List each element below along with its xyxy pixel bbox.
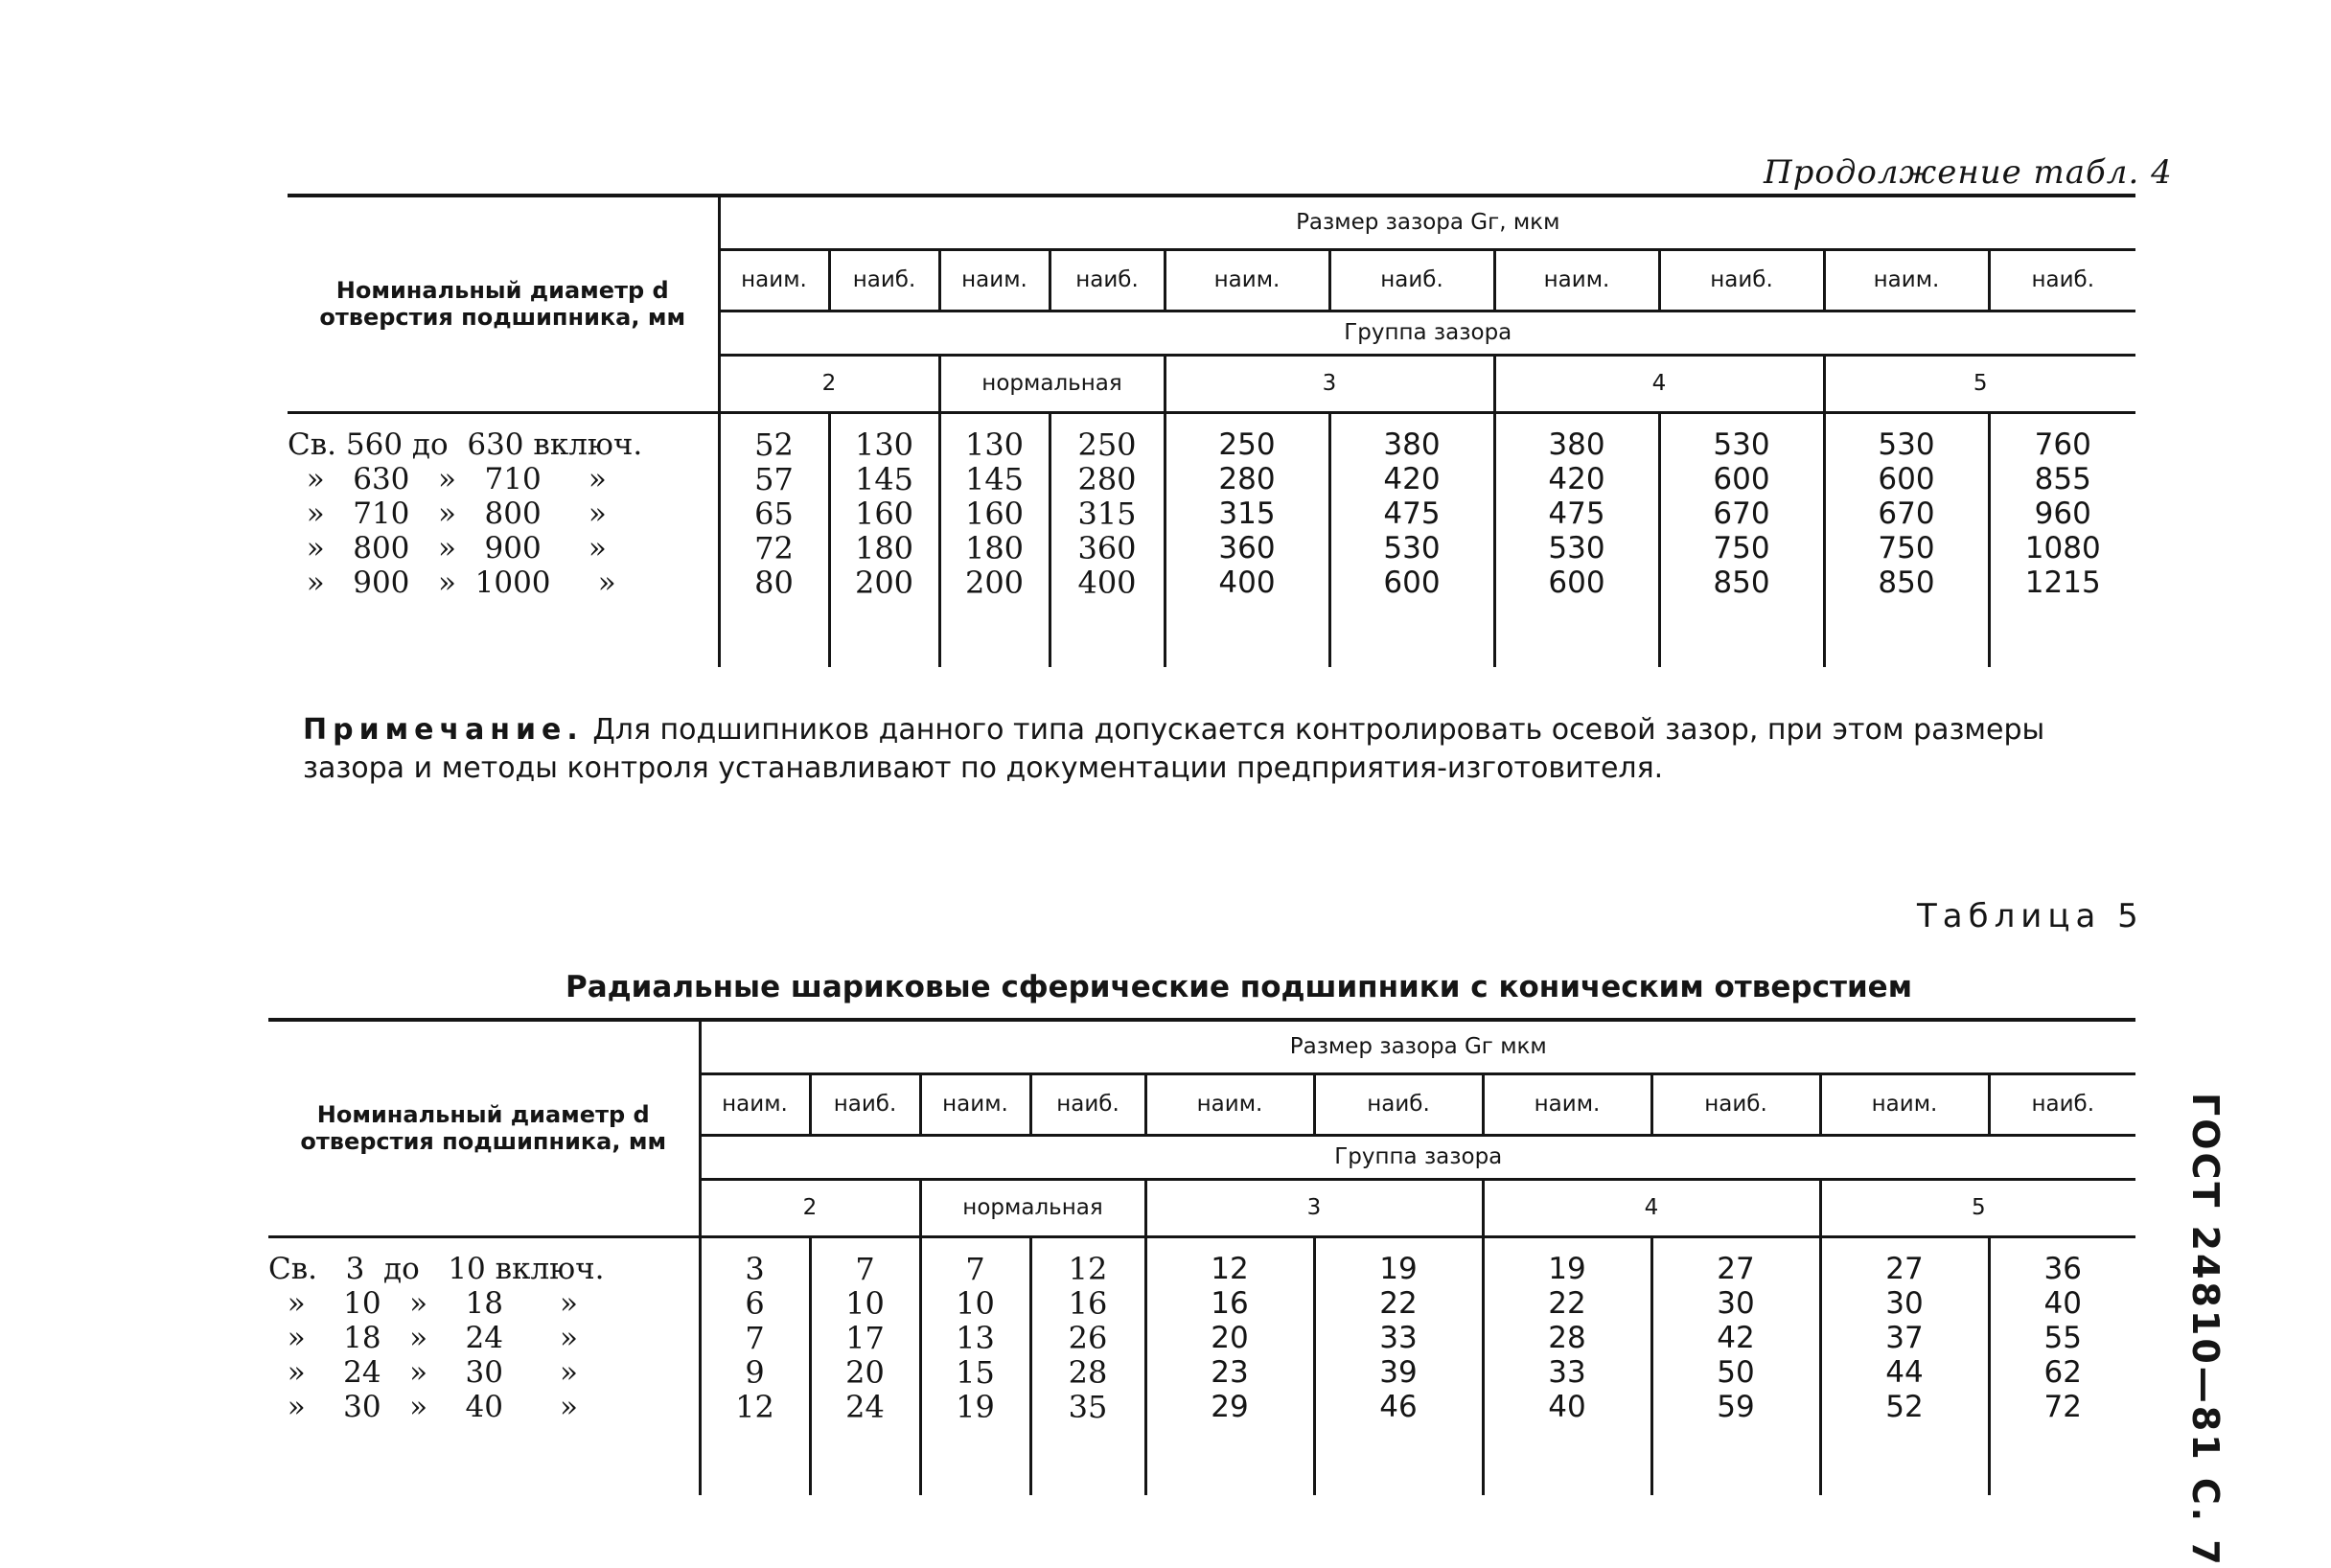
cell-value: 380 [1548,427,1605,462]
header-min: наим. [1145,1073,1314,1135]
cell-value: 20 [845,1353,885,1391]
cell-value: 160 [854,495,914,532]
cell-value: 960 [2034,496,2091,531]
cell-value: 65 [754,495,794,532]
column-header-diameter: Номинальный диаметр d отверстия подшипника, мм [288,196,719,412]
cell-value: 27 [1885,1251,1924,1286]
cell-value: 26 [1068,1319,1108,1356]
cell-value: 130 [854,426,914,463]
cell-value: 280 [1218,461,1276,496]
cell-value: 40 [2043,1285,2082,1321]
cell-value: 250 [1077,426,1137,463]
cell-value: 1080 [2024,530,2101,565]
cell-value: 44 [1885,1354,1924,1390]
cell-value: 850 [1878,565,1935,600]
cell-value: 10 [845,1284,885,1322]
note-lead: Примечание. [303,713,584,747]
cell-value: 62 [2043,1354,2082,1390]
cell-value: 280 [1077,460,1137,497]
cell-value: 24 [845,1388,885,1425]
cell-value: 6 [745,1284,765,1322]
col-2-max [829,412,939,667]
header-max: наиб. [829,249,939,311]
col-3-max [1314,1236,1483,1495]
header-min: наим. [1820,1073,1989,1135]
group-3: 3 [1165,355,1494,412]
group-2: 2 [700,1179,920,1236]
col-normal-max [1030,1236,1145,1495]
cell-value: 600 [1548,565,1605,600]
cell-value: 23 [1211,1354,1249,1390]
cell-value: 28 [1068,1353,1108,1391]
col-5-min [1820,1236,1989,1495]
cell-value: 750 [1713,530,1770,565]
header-min: наим. [1824,249,1989,311]
col-normal-min [920,1236,1030,1495]
cell-value: 7 [745,1319,765,1356]
cell-value: 19 [1379,1251,1418,1286]
col-4-min [1494,412,1659,667]
cell-value: 59 [1717,1389,1755,1424]
cell-value: 750 [1878,530,1935,565]
cell-value: 7 [855,1250,875,1287]
cell-value: 600 [1713,461,1770,496]
cell-value: 530 [1878,427,1935,462]
cell-value: 7 [965,1250,985,1287]
header-max: наиб. [1314,1073,1483,1135]
cell-value: 250 [1218,427,1276,462]
continuation-title: Продолжение табл. 4 [1764,153,2173,192]
cell-value: 42 [1717,1320,1755,1355]
cell-value: 600 [1383,565,1441,600]
diameter-ranges [268,1236,700,1495]
range-row: » 10 » 18 » [268,1285,579,1321]
gap-group-header: Группа зазора [1344,320,1512,345]
col-2-min [700,1236,810,1495]
header-max: наиб. [1329,249,1494,311]
cell-value: 180 [854,529,914,566]
cell-value: 145 [854,460,914,497]
gap-size-header: Размеp зазора Gг, мкм [719,196,2135,249]
header-min: наим. [719,249,829,311]
range-row: » 710 » 800 » [288,496,607,531]
cell-value: 36 [2043,1251,2082,1286]
range-row: » 630 » 710 » [288,461,607,496]
cell-value: 3 [745,1250,765,1287]
header-min: наим. [920,1073,1030,1135]
header-max: наиб. [810,1073,920,1135]
header-max: наиб. [1050,249,1165,311]
group-5: 5 [1973,371,1988,396]
col-5-max [1989,1236,2135,1495]
cell-value: 39 [1379,1354,1418,1390]
cell-value: 22 [1548,1285,1586,1321]
cell-value: 130 [964,426,1025,463]
gost-page-label: ГОСТ 24810—81 С. 7 [2184,1093,2227,1568]
cell-value: 850 [1713,565,1770,600]
cell-value: 52 [754,426,794,463]
range-row: » 24 » 30 » [268,1354,579,1390]
group-4: 4 [1483,1179,1820,1236]
cell-value: 22 [1379,1285,1418,1321]
cell-value: 50 [1717,1354,1755,1390]
header-max: наиб. [1030,1073,1145,1135]
range-row: » 900 » 1000 » [288,565,616,600]
cell-value: 57 [754,460,794,497]
cell-value: 420 [1548,461,1605,496]
cell-value: 760 [2034,427,2091,462]
header-min: наим. [1483,1073,1651,1135]
col-3-min [1145,1236,1314,1495]
cell-value: 37 [1885,1320,1924,1355]
cell-value: 670 [1713,496,1770,531]
table-5 [268,1018,2135,1495]
cell-value: 475 [1548,496,1605,531]
cell-value: 855 [2034,461,2091,496]
diameter-ranges [288,412,719,667]
cell-value: 530 [1713,427,1770,462]
cell-value: 400 [1218,565,1276,600]
group-5: 5 [1971,1195,1986,1220]
col-3-min [1165,412,1329,667]
col-5-min [1824,412,1989,667]
range-row: Св. 560 до 630 включ. [288,427,643,462]
cell-value: 315 [1077,495,1137,532]
cell-value: 16 [1068,1284,1108,1322]
cell-value: 420 [1383,461,1441,496]
gap-group-header: Группа зазора [1334,1144,1503,1169]
column-header-diameter: Номинальный диаметр d отверстия подшипника, мм [268,1020,700,1236]
gap-size-header: Размер зазора Gг мкм [700,1020,2135,1073]
cell-value: 52 [1885,1389,1924,1424]
cell-value: 180 [964,529,1025,566]
cell-value: 33 [1548,1354,1586,1390]
col-normal-min [939,412,1050,667]
header-max: наиб. [2031,1092,2095,1117]
header-max: наиб. [1659,249,1824,311]
group-normal: нормальная [939,355,1165,412]
cell-value: 35 [1068,1388,1108,1425]
cell-value: 46 [1379,1389,1418,1424]
cell-value: 670 [1878,496,1935,531]
cell-value: 27 [1717,1251,1755,1286]
cell-value: 19 [1548,1251,1586,1286]
col-normal-max [1050,412,1165,667]
cell-value: 55 [2043,1320,2082,1355]
cell-value: 160 [964,495,1025,532]
cell-value: 17 [845,1319,885,1356]
col-2-max [810,1236,920,1495]
cell-value: 200 [854,564,914,601]
header-min: наим. [700,1073,810,1135]
cell-value: 9 [745,1353,765,1391]
col-5-max [1989,412,2135,667]
cell-value: 12 [1211,1251,1249,1286]
cell-value: 400 [1077,564,1137,601]
range-row: » 800 » 900 » [288,530,607,565]
cell-value: 12 [735,1388,774,1425]
col-4-max [1659,412,1824,667]
range-row: » 30 » 40 » [268,1389,579,1424]
cell-value: 360 [1218,530,1276,565]
col-2-min [719,412,829,667]
cell-value: 20 [1211,1320,1249,1355]
range-row: » 18 » 24 » [268,1320,579,1355]
cell-value: 475 [1383,496,1441,531]
col-4-max [1651,1236,1820,1495]
table-5-caption: Таблица 5 [1917,897,2144,935]
cell-value: 72 [754,529,794,566]
cell-value: 16 [1211,1285,1249,1321]
cell-value: 600 [1878,461,1935,496]
cell-value: 30 [1885,1285,1924,1321]
header-min: наим. [1165,249,1329,311]
col-3-max [1329,412,1494,667]
header-min: наим. [1494,249,1659,311]
col-4-min [1483,1236,1651,1495]
range-row: Св. 3 до 10 включ. [268,1251,605,1286]
table-5-title: Радиальные шариковые сферические подшипники с коническим отверстием [565,970,1913,1004]
cell-value: 145 [964,460,1025,497]
cell-value: 12 [1068,1250,1108,1287]
cell-value: 315 [1218,496,1276,531]
group-3: 3 [1145,1179,1483,1236]
table-4-note [303,711,2143,788]
header-min: наим. [939,249,1050,311]
header-max: наиб. [2031,267,2095,292]
cell-value: 40 [1548,1389,1586,1424]
cell-value: 15 [956,1353,995,1391]
cell-value: 28 [1548,1320,1586,1355]
cell-value: 530 [1548,530,1605,565]
cell-value: 200 [964,564,1025,601]
cell-value: 360 [1077,529,1137,566]
cell-value: 1215 [2024,565,2101,600]
header-max: наиб. [1651,1073,1820,1135]
cell-value: 530 [1383,530,1441,565]
cell-value: 72 [2043,1389,2082,1424]
cell-value: 33 [1379,1320,1418,1355]
cell-value: 13 [956,1319,995,1356]
cell-value: 80 [754,564,794,601]
cell-value: 380 [1383,427,1441,462]
page-side-label [2181,1093,2227,1568]
group-4: 4 [1494,355,1824,412]
cell-value: 10 [956,1284,995,1322]
cell-value: 29 [1211,1389,1249,1424]
note-text: Для подшипников данного типа допускается контролировать осевой зазор, при этом размеры зазора и методы контроля устанавливают по документации предприятия-изготовителя. [303,713,2045,785]
cell-value: 30 [1717,1285,1755,1321]
table-4-continuation [288,194,2135,667]
group-2: 2 [719,355,939,412]
cell-value: 19 [956,1388,995,1425]
group-normal: нормальная [920,1179,1145,1236]
